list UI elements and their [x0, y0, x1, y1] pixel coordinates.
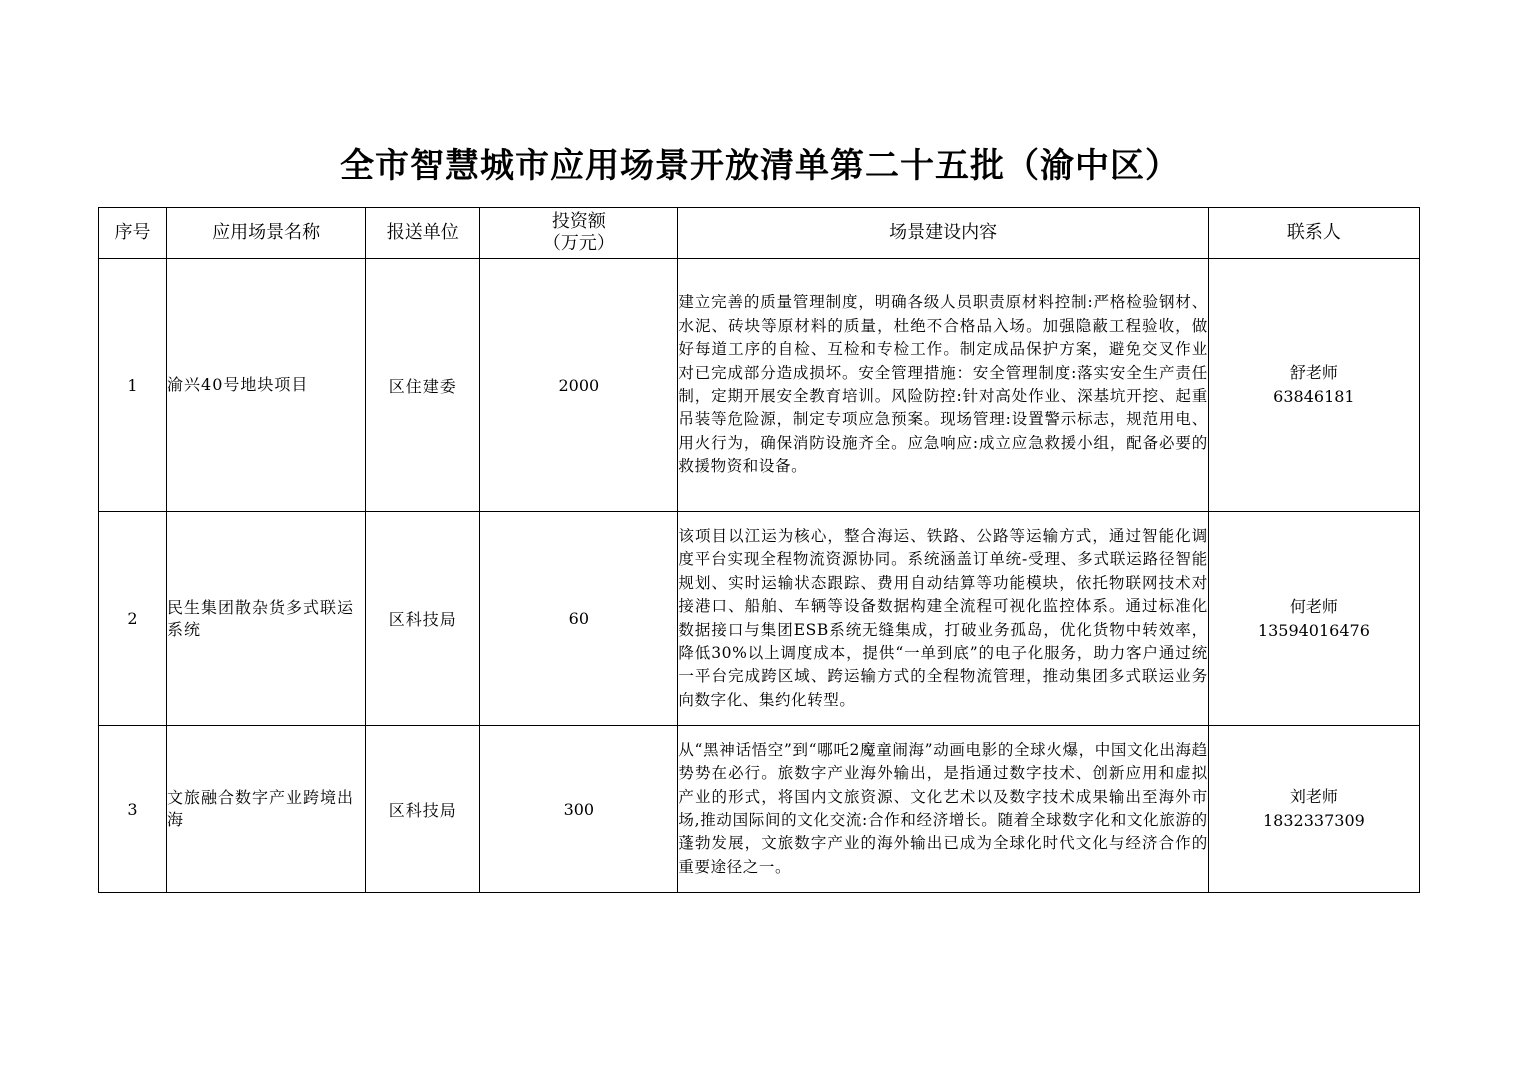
- contact-phone: 13594016476: [1257, 620, 1370, 640]
- row-unit: 区科技局: [366, 512, 480, 726]
- row-content: 建立完善的质量管理制度，明确各级人员职责原材料控制:严格检验钢材、水泥、砖块等原材料的质量，杜绝不合格品入场。加强隐蔽工程验收，做好每道工序的自检、互检和专检工作。制定成品保护方案，避免交叉作业对已完成部分造成损坏。安全管理措施：安全管理制度:落实安全生产责任制，定期开展安全教育培训。风险防控:针对高处作业、深基坑开挖、起重吊装等危险源，制定专项应急预案。现场管理:设置警示标志，规范用电、用火行为，确保消防设施齐全。应急响应:成立应急救援小组，配备必要的救援物资和设备。: [678, 259, 1208, 512]
- header-invest-line1: 投资额: [551, 211, 606, 232]
- row-scene-name: 民生集团散杂货多式联运系统: [167, 512, 366, 726]
- page-title: 全市智慧城市应用场景开放清单第二十五批（渝中区）: [340, 146, 1180, 186]
- header-content: 场景建设内容: [678, 208, 1208, 259]
- header-seq: 序号: [99, 208, 167, 259]
- header-invest: [480, 208, 678, 259]
- table-row: [99, 726, 1420, 893]
- row-scene-name: 文旅融合数字产业跨境出海: [167, 726, 366, 893]
- header-invest-line2: （万元）: [542, 233, 615, 254]
- contact-phone: 63846181: [1273, 387, 1355, 406]
- row-contact: [1208, 259, 1419, 512]
- row-invest: 300: [480, 726, 678, 893]
- contact-name: 刘老师: [1289, 787, 1338, 806]
- row-contact: [1208, 726, 1419, 893]
- row-unit: 区科技局: [366, 726, 480, 893]
- table-row: [99, 512, 1420, 726]
- row-invest: 60: [480, 512, 678, 726]
- header-contact: 联系人: [1208, 208, 1419, 259]
- row-content: 从“黑神话悟空”到“哪吒2魔童闹海”动画电影的全球火爆，中国文化出海趋势势在必行。旅数字产业海外输出，是指通过数字技术、创新应用和虚拟产业的形式，将国内文旅资源、文化艺术以及数字技术成果输出至海外市场,推动国际间的文化交流:合作和经济增长。随着全球数字化和文化旅游的蓬勃发展，文旅数字产业的海外输出已成为全球化时代文化与经济合作的重要途径之一。: [678, 726, 1208, 893]
- row-seq: 1: [99, 259, 167, 512]
- row-seq: 3: [99, 726, 167, 893]
- row-unit: 区住建委: [366, 259, 480, 512]
- contact-name: 何老师: [1289, 596, 1338, 616]
- table-row: [99, 259, 1420, 512]
- row-seq: 2: [99, 512, 167, 726]
- table-header-row: [99, 208, 1420, 259]
- row-scene-name: 渝兴40号地块项目: [167, 259, 366, 512]
- row-invest: 2000: [480, 259, 678, 512]
- row-contact: [1208, 512, 1419, 726]
- row-content: 该项目以江运为核心，整合海运、铁路、公路等运输方式，通过智能化调度平台实现全程物流资源协同。系统涵盖订单统-受理、多式联运路径智能规划、实时运输状态跟踪、费用自动结算等功能模块，依托物联网技术对接港口、船舶、车辆等设备数据构建全流程可视化监控体系。通过标准化数据接口与集团ESB系统无缝集成，打破业务孤岛，优化货物中转效率，降低30%以上调度成本，提供“一单到底”的电子化服务，助力客户通过统一平台完成跨区域、跨运输方式的全程物流管理，推动集团多式联运业务向数字化、集约化转型。: [678, 512, 1208, 726]
- contact-phone: 1832337309: [1263, 811, 1365, 830]
- scene-list-table: [98, 207, 1420, 893]
- header-name: 应用场景名称: [167, 208, 366, 259]
- contact-name: 舒老师: [1289, 363, 1338, 382]
- header-unit: 报送单位: [366, 208, 480, 259]
